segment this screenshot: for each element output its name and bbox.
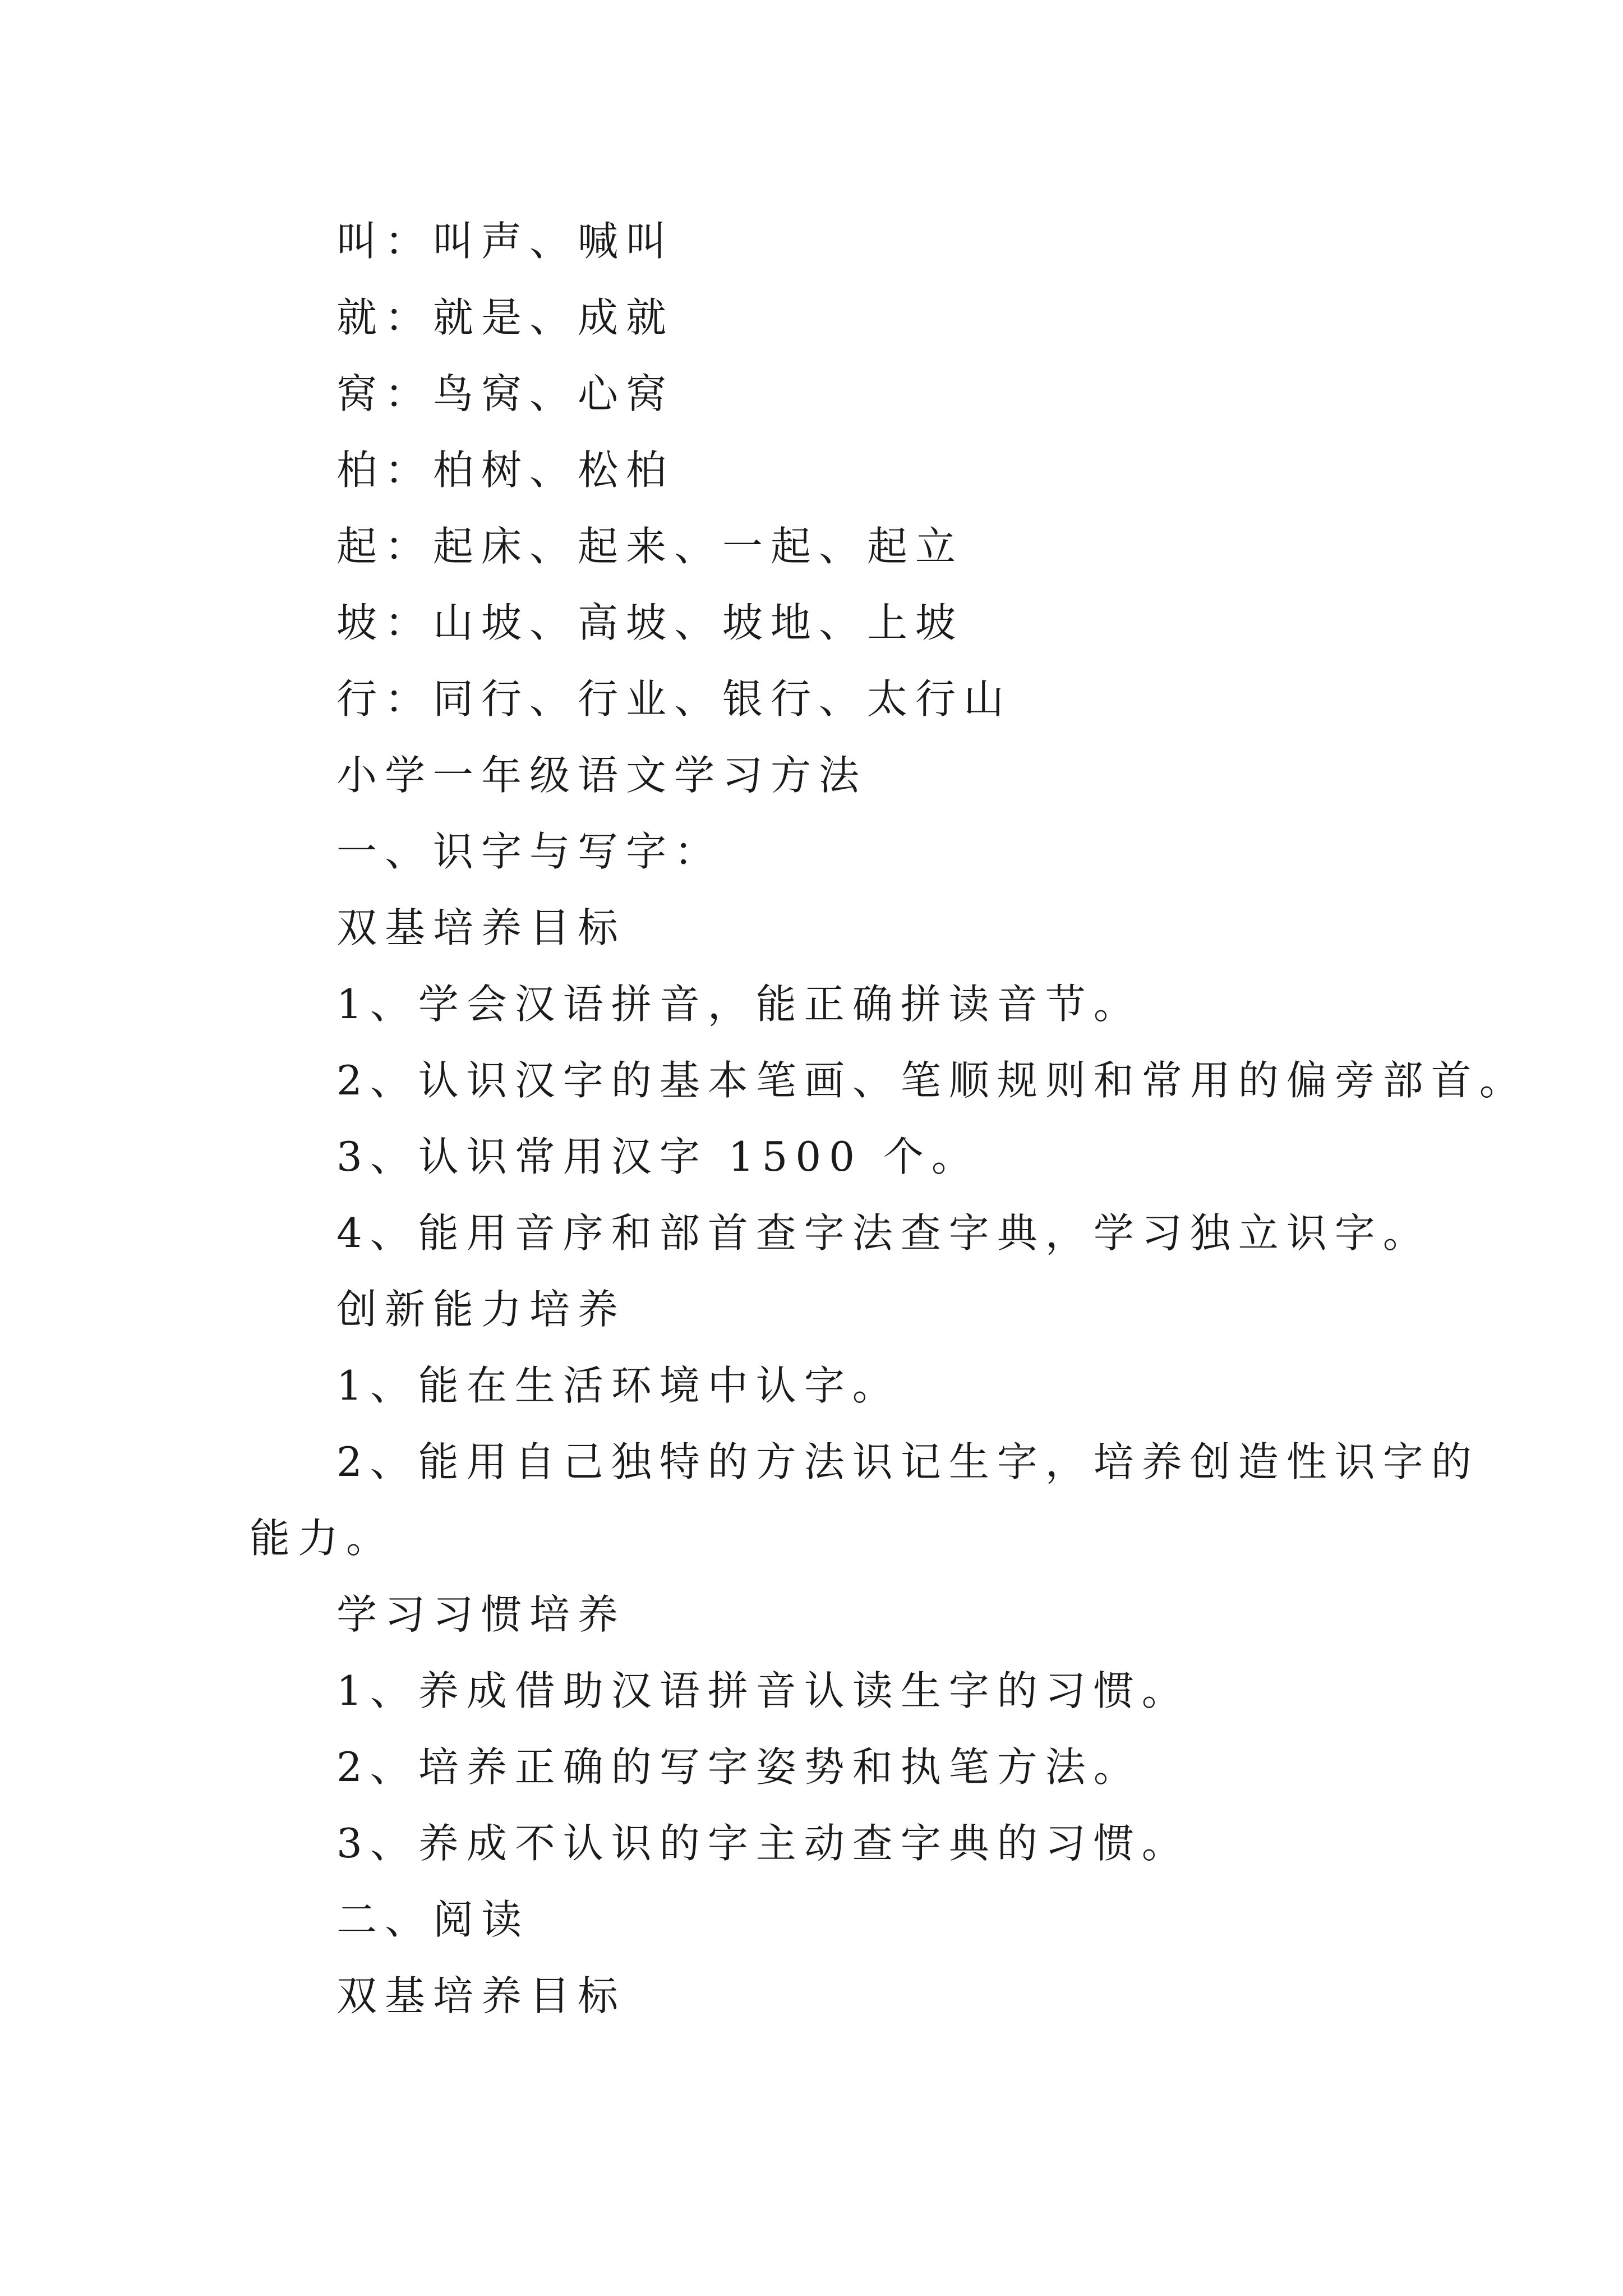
list-item: 2、认识汉字的基本笔画、笔顺规则和常用的偏旁部首。 [336,1057,1528,1104]
list-item: 2、能用自己独特的方法识记生字，培养创造性识字的 [336,1438,1479,1485]
text-line-7: 行：同行、行业、银行、太行山 [336,675,1012,723]
subheading-basic-goals: 双基培养目标 [336,904,626,951]
list-item: 3、认识常用汉字 1500 个。 [336,1133,980,1180]
list-item: 1、养成借助汉语拼音认读生字的习惯。 [336,1667,1190,1714]
text-line-2: 就：就是、成就 [336,294,675,341]
text-line-3: 窝：鸟窝、心窝 [336,370,675,417]
list-item: 1、学会汉语拼音，能正确拼读音节。 [336,981,1142,1028]
list-item: 1、能在生活环境中认字。 [336,1362,901,1409]
list-item-continuation: 能力。 [250,1515,395,1562]
list-item: 4、能用音序和部首查字法查字典，学习独立识字。 [336,1209,1431,1257]
text-line-5: 起：起床、起来、一起、起立 [336,523,964,570]
list-item: 3、养成不认识的字主动查字典的习惯。 [336,1820,1190,1867]
subheading-habits: 学习习惯培养 [336,1591,626,1638]
list-item: 2、培养正确的写字姿势和执笔方法。 [336,1743,1142,1791]
text-line-6: 坡：山坡、高坡、坡地、上坡 [336,599,964,646]
subheading-basic-goals: 双基培养目标 [336,1972,626,2019]
subheading-innovation: 创新能力培养 [336,1286,626,1333]
heading-literacy-writing: 一、识字与写字： [336,828,723,875]
heading-reading: 二、阅读 [336,1896,530,1943]
section-title: 小学一年级语文学习方法 [336,752,868,799]
text-line-4: 柏：柏树、松柏 [336,447,675,494]
text-line-1: 叫：叫声、喊叫 [336,218,675,265]
